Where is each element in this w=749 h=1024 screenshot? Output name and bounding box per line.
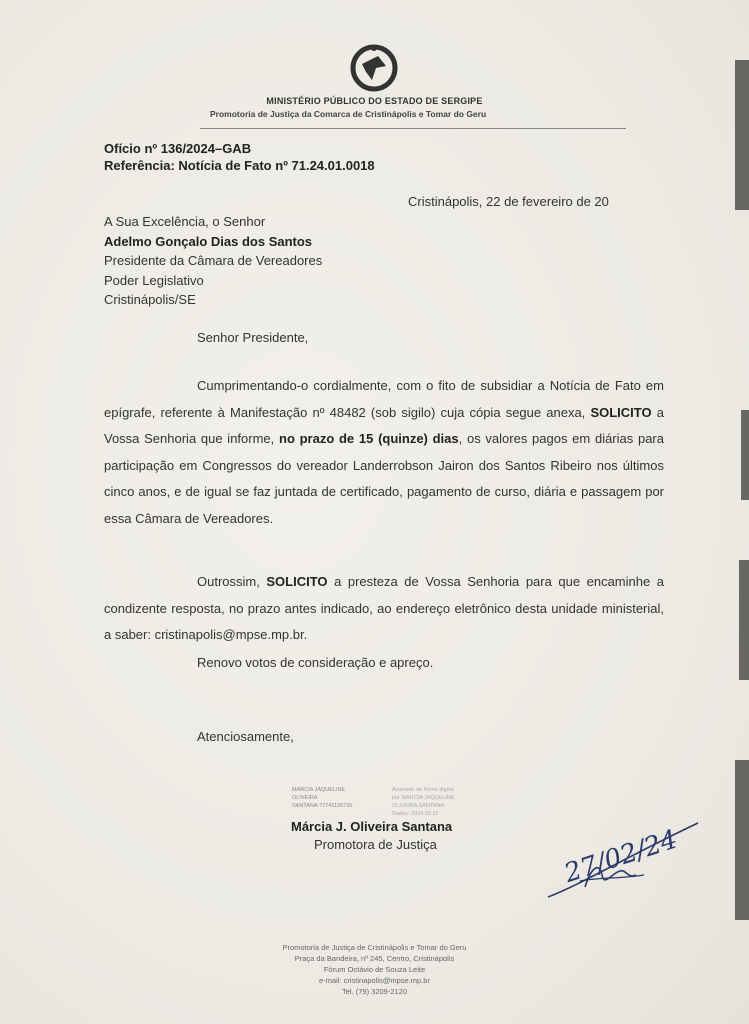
recipient-branch: Poder Legislativo (104, 273, 204, 288)
stamp-line: Dados: 2024.02.22 (392, 811, 439, 817)
footer-line: Fórum Octávio de Souza Leite (323, 965, 426, 974)
place-date: Cristinápolis, 22 de fevereiro de 20 (408, 194, 609, 209)
paragraph-request (104, 373, 664, 532)
stamp-line: MARCIA JAQUELINE (292, 787, 346, 793)
signer-name: Márcia J. Oliveira Santana (291, 819, 453, 834)
stamp-line: Assinado de forma digital (392, 787, 454, 793)
footer-address (0, 942, 749, 997)
footer-line: Promotoria de Justiça de Cristinápolis e Tomar do Geru (282, 943, 467, 952)
stamp-line: OLIVEIRA (292, 795, 318, 801)
paragraph-closing-regards: Renovo votos de consideração e apreço. (197, 655, 434, 670)
recipient-name: Adelmo Gonçalo Dias dos Santos (104, 234, 313, 249)
handwritten-date: 27/02/24 (560, 824, 682, 890)
paragraph-text: Cumprimentando-o cordialmente, com o fito de subsidiar a Notícia de Fato em epígrafe, referente à Manifestação nº 48482 (sob sigilo) cuja cópia segue anexa, (104, 378, 664, 420)
paragraph-text: , os valores pagos em diárias para participação em Congressos do vereador Landerrobson Jairon dos Santos Ribeiro nos últimos cinco anos, e de igual se faz juntada de certificado, pagamento de curso, diária e passagem por essa Câmara de Vereadores. (104, 431, 664, 526)
footer-line: Tel. (79) 3209-2120 (341, 987, 408, 996)
recipient-salutation: A Sua Excelência, o Senhor (104, 214, 266, 229)
oficio-number: Ofício nº 136/2024–GAB (104, 141, 252, 156)
stamp-line: OLIVEIRA SANTANA (392, 803, 445, 809)
stamp-line: por MARCIA JAQUELINE (392, 795, 455, 801)
digital-signature-stamp (292, 786, 352, 810)
footer-line: Praça da Bandeira, nº 245, Centro, Cristinápolis (294, 954, 455, 963)
paragraph-emphasis: no prazo de 15 (quinze) dias (279, 431, 459, 446)
paragraph-emphasis: SOLICITO (590, 404, 652, 420)
mpse-emblem-icon (348, 42, 400, 94)
handwritten-receipt-signature (540, 795, 710, 910)
institution-name: MINISTÉRIO PÚBLICO DO ESTADO DE SERGIPE (266, 96, 483, 106)
footer-line: e-mail: cristinapolis@mpse.mp.br (319, 976, 430, 985)
scan-edge-shadow (735, 60, 749, 210)
stamp-line: SANTANA:77741130720 (292, 803, 353, 809)
scan-edge-shadow (741, 410, 749, 500)
scan-edge-shadow (735, 760, 749, 920)
paragraph-presteza (104, 569, 664, 649)
greeting: Senhor Presidente, (197, 330, 309, 345)
paragraph-text: Outrossim, (197, 574, 267, 589)
scan-edge-shadow (739, 560, 749, 680)
recipient-role: Presidente da Câmara de Vereadores (104, 253, 323, 268)
signer-title: Promotora de Justiça (314, 837, 437, 852)
reference-line: Referência: Notícia de Fato nº 71.24.01.0018 (104, 158, 375, 173)
header-divider (200, 128, 626, 129)
paragraph-text: a presteza de Vossa Senhoria para que encaminhe a condizente resposta, no prazo antes indicado, ao endereço eletrônico desta unidade ministerial, a saber: cristinapolis@mpse.mp.br. (104, 574, 664, 642)
closing: Atenciosamente, (197, 729, 294, 744)
institution-subunit: Promotoria de Justiça da Comarca de Cristinápolis e Tomar do Geru (210, 109, 487, 119)
recipient-city: Cristinápolis/SE (104, 292, 196, 307)
digital-signature-details (392, 786, 455, 818)
paragraph-text: a Vossa Senhoria que informe, (104, 404, 664, 446)
paragraph-emphasis: SOLICITO (266, 574, 328, 589)
